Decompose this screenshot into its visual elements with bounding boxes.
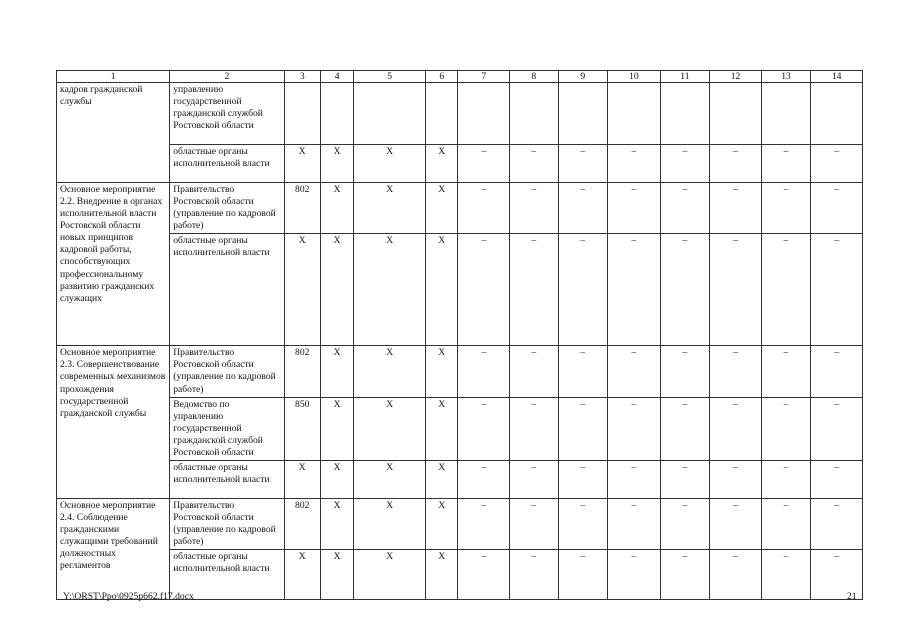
value-cell: – (558, 234, 608, 346)
page-number: 21 (847, 591, 857, 602)
value-cell (811, 83, 863, 145)
column-header: 5 (354, 71, 426, 83)
value-cell: X (426, 397, 458, 460)
activity-name-cell: кадров гражданской службы (57, 83, 170, 183)
value-cell: – (811, 183, 863, 234)
value-cell: X (320, 461, 353, 499)
value-cell: – (761, 183, 811, 234)
executor-cell: областные органы исполнительной власти (170, 234, 284, 346)
column-header: 14 (811, 71, 863, 83)
table-row (57, 234, 863, 346)
column-header: 2 (170, 71, 284, 83)
value-cell: X (320, 397, 353, 460)
value-cell: – (761, 550, 811, 600)
table-row (57, 346, 863, 397)
value-cell: – (660, 346, 710, 397)
value-cell: – (660, 145, 710, 183)
value-cell: – (558, 397, 608, 460)
value-cell: X (426, 145, 458, 183)
table-row (57, 145, 863, 183)
column-header: 3 (284, 71, 320, 83)
value-cell: – (761, 346, 811, 397)
value-cell (426, 83, 458, 145)
executor-cell: управлению государственной гражданской службой Ростовской области (170, 83, 284, 145)
value-cell: – (710, 346, 762, 397)
value-cell: – (458, 234, 510, 346)
value-cell: – (608, 346, 661, 397)
value-cell: – (608, 234, 661, 346)
column-header: 4 (320, 71, 353, 83)
activity-name-cell: Основное мероприятие 2.4. Соблюдение гражданскими служащими требований должностных регламентов (57, 499, 170, 600)
value-cell: – (660, 550, 710, 600)
value-cell: – (811, 397, 863, 460)
value-cell: – (558, 461, 608, 499)
value-cell: 802 (284, 183, 320, 234)
table-row (57, 499, 863, 550)
value-cell: – (608, 145, 661, 183)
table-row (57, 397, 863, 460)
value-cell: – (660, 234, 710, 346)
value-cell: X (320, 234, 353, 346)
table-row (57, 83, 863, 145)
value-cell: X (426, 346, 458, 397)
value-cell (558, 83, 608, 145)
value-cell: – (458, 397, 510, 460)
value-cell: X (284, 145, 320, 183)
value-cell: 850 (284, 397, 320, 460)
program-events-table (56, 70, 863, 600)
value-cell: X (354, 397, 426, 460)
value-cell: – (510, 234, 559, 346)
value-cell: X (354, 550, 426, 600)
value-cell: – (710, 397, 762, 460)
value-cell (458, 83, 510, 145)
executor-cell: областные органы исполнительной власти (170, 461, 284, 499)
value-cell (660, 83, 710, 145)
value-cell: – (558, 183, 608, 234)
value-cell (510, 83, 559, 145)
value-cell: X (320, 145, 353, 183)
column-header: 1 (57, 71, 170, 83)
value-cell: – (458, 183, 510, 234)
value-cell: – (608, 499, 661, 550)
value-cell: X (284, 550, 320, 600)
column-header: 13 (761, 71, 811, 83)
value-cell: 802 (284, 499, 320, 550)
executor-cell: Правительство Ростовской области (управление по кадровой работе) (170, 183, 284, 234)
column-header: 12 (710, 71, 762, 83)
executor-cell: областные органы исполнительной власти (170, 550, 284, 600)
value-cell: – (811, 346, 863, 397)
value-cell: – (458, 145, 510, 183)
executor-cell: Правительство Ростовской области (управление по кадровой работе) (170, 346, 284, 397)
value-cell: – (510, 346, 559, 397)
value-cell: – (710, 499, 762, 550)
column-header: 9 (558, 71, 608, 83)
value-cell: – (660, 183, 710, 234)
value-cell: X (354, 499, 426, 550)
value-cell: X (426, 499, 458, 550)
executor-cell: Ведомство по управлению государственной гражданской службой Ростовской области (170, 397, 284, 460)
value-cell: – (510, 397, 559, 460)
value-cell: – (510, 499, 559, 550)
value-cell: – (510, 145, 559, 183)
value-cell: – (710, 183, 762, 234)
value-cell: – (458, 346, 510, 397)
value-cell: X (354, 183, 426, 234)
column-header: 7 (458, 71, 510, 83)
value-cell: – (761, 499, 811, 550)
value-cell: X (426, 461, 458, 499)
value-cell: X (284, 461, 320, 499)
value-cell: – (811, 461, 863, 499)
value-cell: X (426, 234, 458, 346)
column-header: 10 (608, 71, 661, 83)
value-cell (710, 83, 762, 145)
value-cell: X (320, 550, 353, 600)
value-cell: – (710, 550, 762, 600)
value-cell: – (761, 461, 811, 499)
value-cell: – (710, 234, 762, 346)
value-cell: 802 (284, 346, 320, 397)
column-header: 11 (660, 71, 710, 83)
value-cell: X (354, 145, 426, 183)
value-cell: – (710, 461, 762, 499)
table-row (57, 183, 863, 234)
value-cell: – (811, 234, 863, 346)
value-cell (284, 83, 320, 145)
value-cell: X (320, 499, 353, 550)
value-cell (608, 83, 661, 145)
value-cell: X (320, 346, 353, 397)
value-cell: – (510, 183, 559, 234)
value-cell: – (558, 499, 608, 550)
value-cell: X (354, 234, 426, 346)
value-cell: – (510, 461, 559, 499)
footer-file-path: Y:\ORST\Ppo\0925p662.f17.docx (63, 591, 194, 602)
activity-name-cell: Основное мероприятие 2.3. Совершенствование современных механизмов прохождения государственной гражданской службы (57, 346, 170, 499)
value-cell: – (558, 145, 608, 183)
value-cell: – (811, 499, 863, 550)
value-cell: – (761, 234, 811, 346)
value-cell: – (660, 461, 710, 499)
value-cell: – (608, 461, 661, 499)
activity-name-cell: Основное мероприятие 2.2. Внедрение в органах исполнительной власти Ростовской области новых принципов кадровой работы, способствующих профессиональному развитию гражданских служащих (57, 183, 170, 346)
value-cell: – (660, 397, 710, 460)
value-cell: X (320, 183, 353, 234)
value-cell: – (608, 183, 661, 234)
value-cell: – (608, 550, 661, 600)
table-row (57, 461, 863, 499)
value-cell: – (811, 550, 863, 600)
value-cell: – (660, 499, 710, 550)
value-cell: – (458, 550, 510, 600)
value-cell: – (811, 145, 863, 183)
executor-cell: Правительство Ростовской области (управление по кадровой работе) (170, 499, 284, 550)
value-cell: X (354, 461, 426, 499)
value-cell: – (558, 550, 608, 600)
value-cell: X (354, 346, 426, 397)
value-cell (320, 83, 353, 145)
value-cell: – (761, 145, 811, 183)
value-cell: X (426, 550, 458, 600)
column-number-row (57, 71, 863, 83)
value-cell: – (458, 499, 510, 550)
value-cell: – (558, 346, 608, 397)
value-cell: – (761, 397, 811, 460)
value-cell: X (426, 183, 458, 234)
value-cell (354, 83, 426, 145)
value-cell (761, 83, 811, 145)
executor-cell: областные органы исполнительной власти (170, 145, 284, 183)
value-cell: – (710, 145, 762, 183)
value-cell: – (458, 461, 510, 499)
value-cell: – (608, 397, 661, 460)
column-header: 6 (426, 71, 458, 83)
value-cell: X (284, 234, 320, 346)
column-header: 8 (510, 71, 559, 83)
value-cell: – (510, 550, 559, 600)
